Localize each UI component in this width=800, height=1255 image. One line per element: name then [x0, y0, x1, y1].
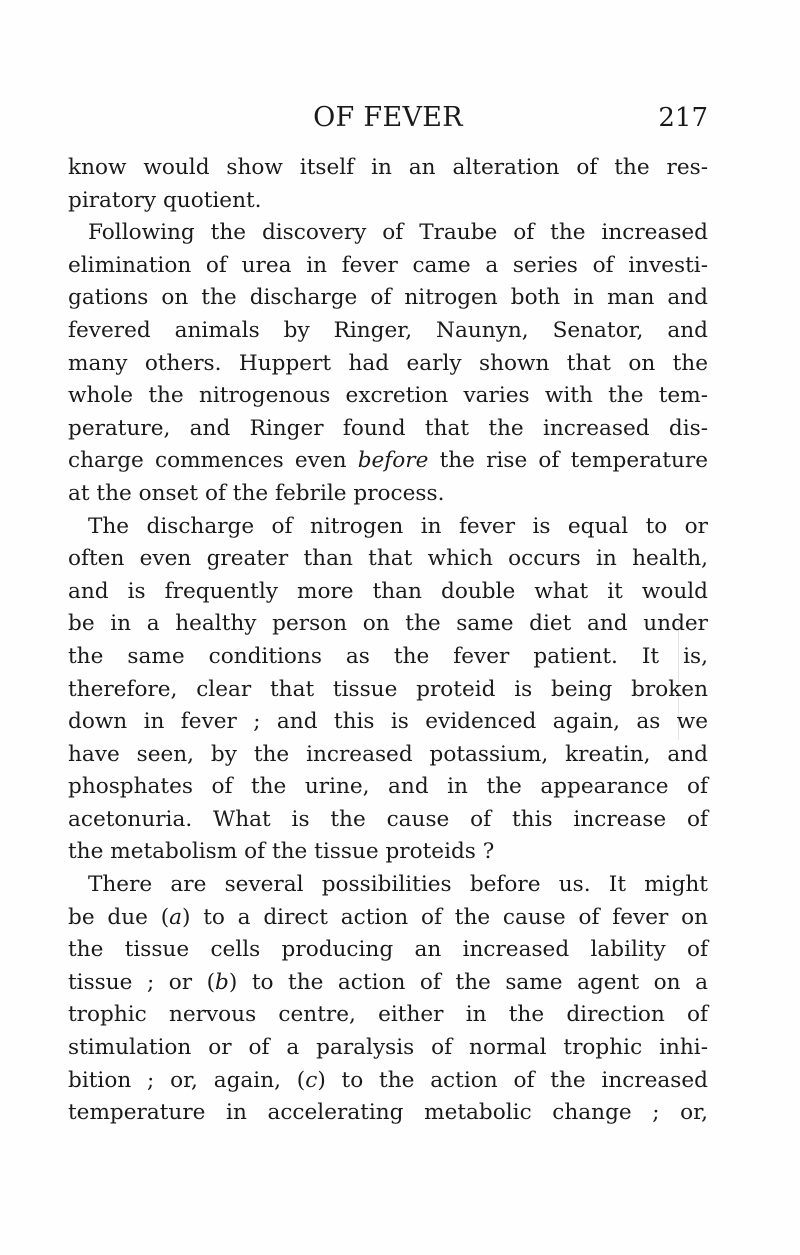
text-line: tissue ; or (b) to the action of the same agent on a [68, 969, 708, 995]
text-line: down in fever ; and this is evidenced again, as we [68, 709, 708, 735]
emphasis-text: b [215, 969, 229, 995]
text-line: at the onset of the febrile process. [68, 480, 445, 506]
running-head: OF FEVER [313, 102, 463, 133]
text-line: temperature in accelerating metabolic change ; or, [68, 1100, 708, 1126]
body-text [68, 152, 708, 1130]
text-line: perature, and Ringer found that the increased dis- [68, 415, 708, 441]
text-line: many others. Huppert had early shown that on the [68, 350, 708, 376]
text-line: have seen, by the increased potassium, kreatin, and [68, 741, 708, 767]
text-line: often even greater than that which occurs in health, [68, 546, 708, 572]
text-line: the tissue cells producing an increased lability of [68, 937, 708, 963]
paragraph-first-line: There are several possibilities before us. It might [88, 872, 708, 898]
text-line: charge commences even before the rise of temperature [68, 448, 708, 474]
text-line: stimulation or of a paralysis of normal trophic inhi- [68, 1035, 708, 1061]
text-line: and is frequently more than double what it would [68, 578, 708, 604]
text-line: know would show itself in an alteration of the res- [68, 155, 708, 180]
page-header [68, 100, 708, 140]
text-line: be in a healthy person on the same diet and under [68, 611, 708, 637]
page-number: 217 [658, 103, 708, 133]
text-line: the same conditions as the fever patient. It is, [68, 643, 708, 669]
text-line: phosphates of the urine, and in the appearance of [68, 774, 708, 800]
text-line: gations on the discharge of nitrogen both in man and [68, 285, 708, 311]
text-line: elimination of urea in fever came a series of investi- [68, 252, 708, 278]
text-line: fevered animals by Ringer, Naunyn, Senator, and [68, 317, 708, 343]
text-line: piratory quotient. [68, 187, 262, 213]
text-line: therefore, clear that tissue proteid is being broken [68, 676, 708, 702]
paragraph-first-line: The discharge of nitrogen in fever is equal to or [88, 513, 708, 539]
text-line: whole the nitrogenous excretion varies with the tem- [68, 383, 708, 409]
emphasis-text: c [305, 1067, 318, 1093]
text-line: be due (a) to a direct action of the cause of fever on [68, 904, 709, 930]
text-line: bition ; or, again, (c) to the action of the increased [68, 1067, 708, 1093]
text-line: the metabolism of the tissue proteids ? [68, 839, 495, 865]
text-line: acetonuria. What is the cause of this increase of [68, 806, 708, 832]
paragraph-first-line: Following the discovery of Traube of the increased [88, 220, 708, 246]
text-line: trophic nervous centre, either in the direction of [68, 1002, 708, 1028]
emphasis-text: before [357, 448, 429, 474]
emphasis-text: a [169, 904, 182, 930]
